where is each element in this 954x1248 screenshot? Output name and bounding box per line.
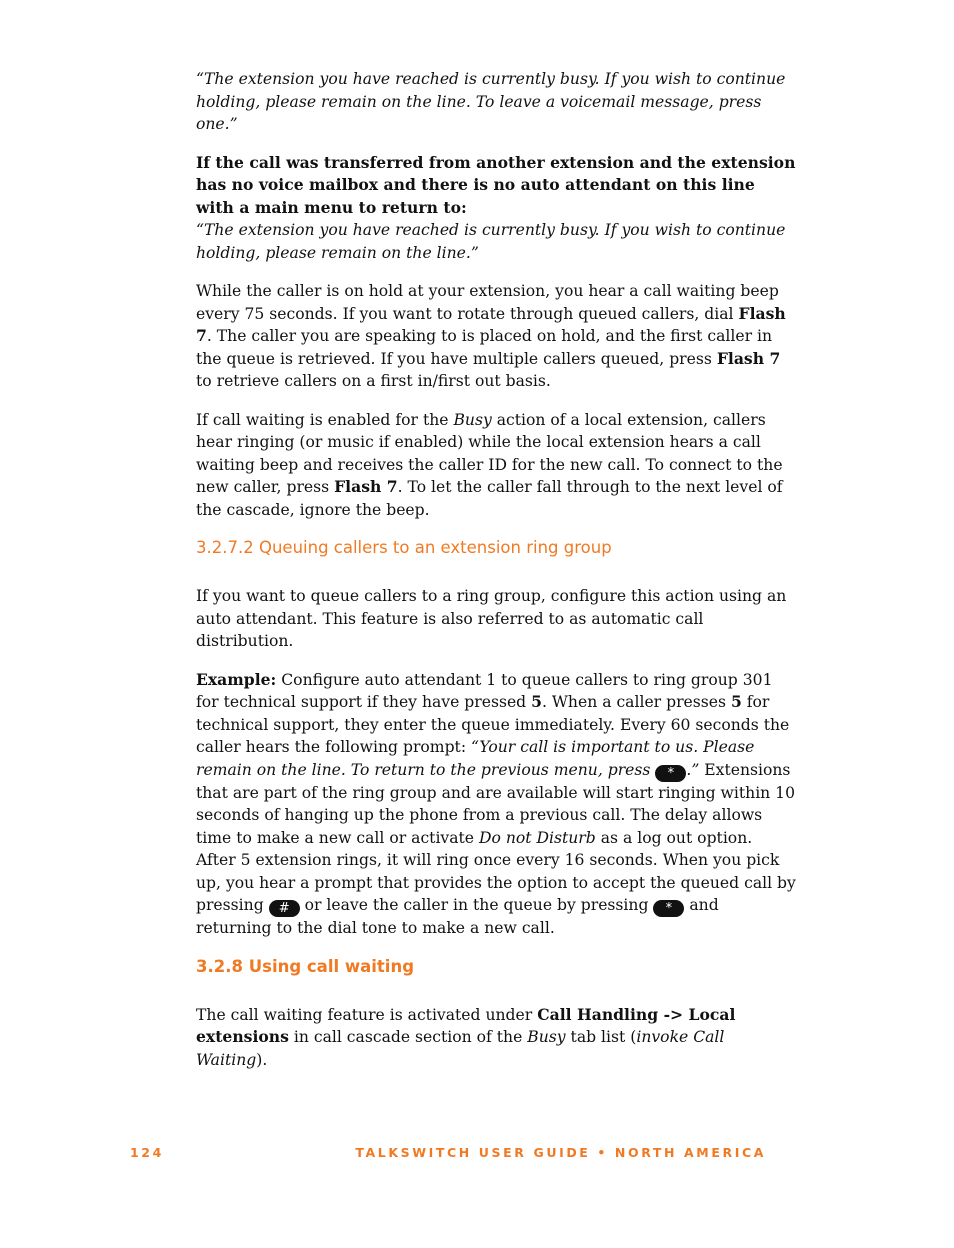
footer-title: TALKSWITCH USER GUIDE • NORTH AMERICA bbox=[355, 1145, 766, 1160]
ring-group-intro-paragraph: If you want to queue callers to a ring group, configure this action using an auto attendant. This feature is also referred to as automatic call distribution. bbox=[196, 587, 787, 650]
busy-prompt-hold: “The extension you have reached is currently busy. If you wish to continue holding, please remain on the line.” bbox=[196, 221, 786, 262]
example-paragraph: Example: Configure auto attendant 1 to queue callers to ring group 301 for technical support if they have pressed 5. When a caller presses 5 for technical support, they enter the queue immediately. Every 60 seconds the caller hears the following prompt: “Your call is important to us. Please remain on the line. To return to the previous menu, press * .” Extensions that are part of the ring group and are available will start ringing within 10 seconds of hanging up the phone from a previous call. The delay allows time to make a new call or activate Do not Disturb as a log out option. After 5 extension rings, it will ring once every 16 seconds. When you pick up, you hear a prompt that provides the option to accept the queued call by pressing # or leave the caller in the queue by pressing * and returning to the dial tone to make a new call. bbox=[196, 669, 796, 937]
call-waiting-paragraph: The call waiting feature is activated under Call Handling -> Local extensions in call cascade section of the Busy tab list (invoke Call Waiting). bbox=[196, 1004, 736, 1069]
section-heading-3272: 3.2.7.2 Queuing callers to an extension ring group bbox=[196, 538, 612, 557]
star-key-icon: * bbox=[653, 900, 684, 917]
page-body bbox=[196, 68, 796, 1071]
no-mailbox-paragraph bbox=[196, 152, 796, 265]
pound-key-icon: # bbox=[269, 900, 300, 917]
busy-prompt-voicemail: “The extension you have reached is currently busy. If you wish to continue holding, please remain on the line. To leave a voicemail message, press one.” bbox=[196, 70, 786, 133]
call-waiting-busy-paragraph: If call waiting is enabled for the Busy action of a local extension, callers hear ringing (or music if enabled) while the local extension hears a call waiting beep and receives the caller ID for the new call. To connect to the new caller, press Flash 7. To let the caller fall through to the next level of the cascade, ignore the beep. bbox=[196, 410, 783, 519]
no-mailbox-condition: If the call was transferred from another extension and the extension has no voice mailbox and there is no auto attendant on this line with a main menu to return to: bbox=[196, 152, 796, 217]
page-number: 124 bbox=[130, 1145, 164, 1160]
section-heading-328: 3.2.8 Using call waiting bbox=[196, 956, 415, 976]
star-key-icon: * bbox=[655, 765, 686, 782]
hold-paragraph: While the caller is on hold at your extension, you hear a call waiting beep every 75 seconds. If you want to rotate through queued callers, dial Flash 7. The caller you are speaking to is placed on hold, and the first caller in the queue is retrieved. If you have multiple callers queued, press Flash 7 to retrieve callers on a first in/first out basis. bbox=[196, 282, 786, 390]
